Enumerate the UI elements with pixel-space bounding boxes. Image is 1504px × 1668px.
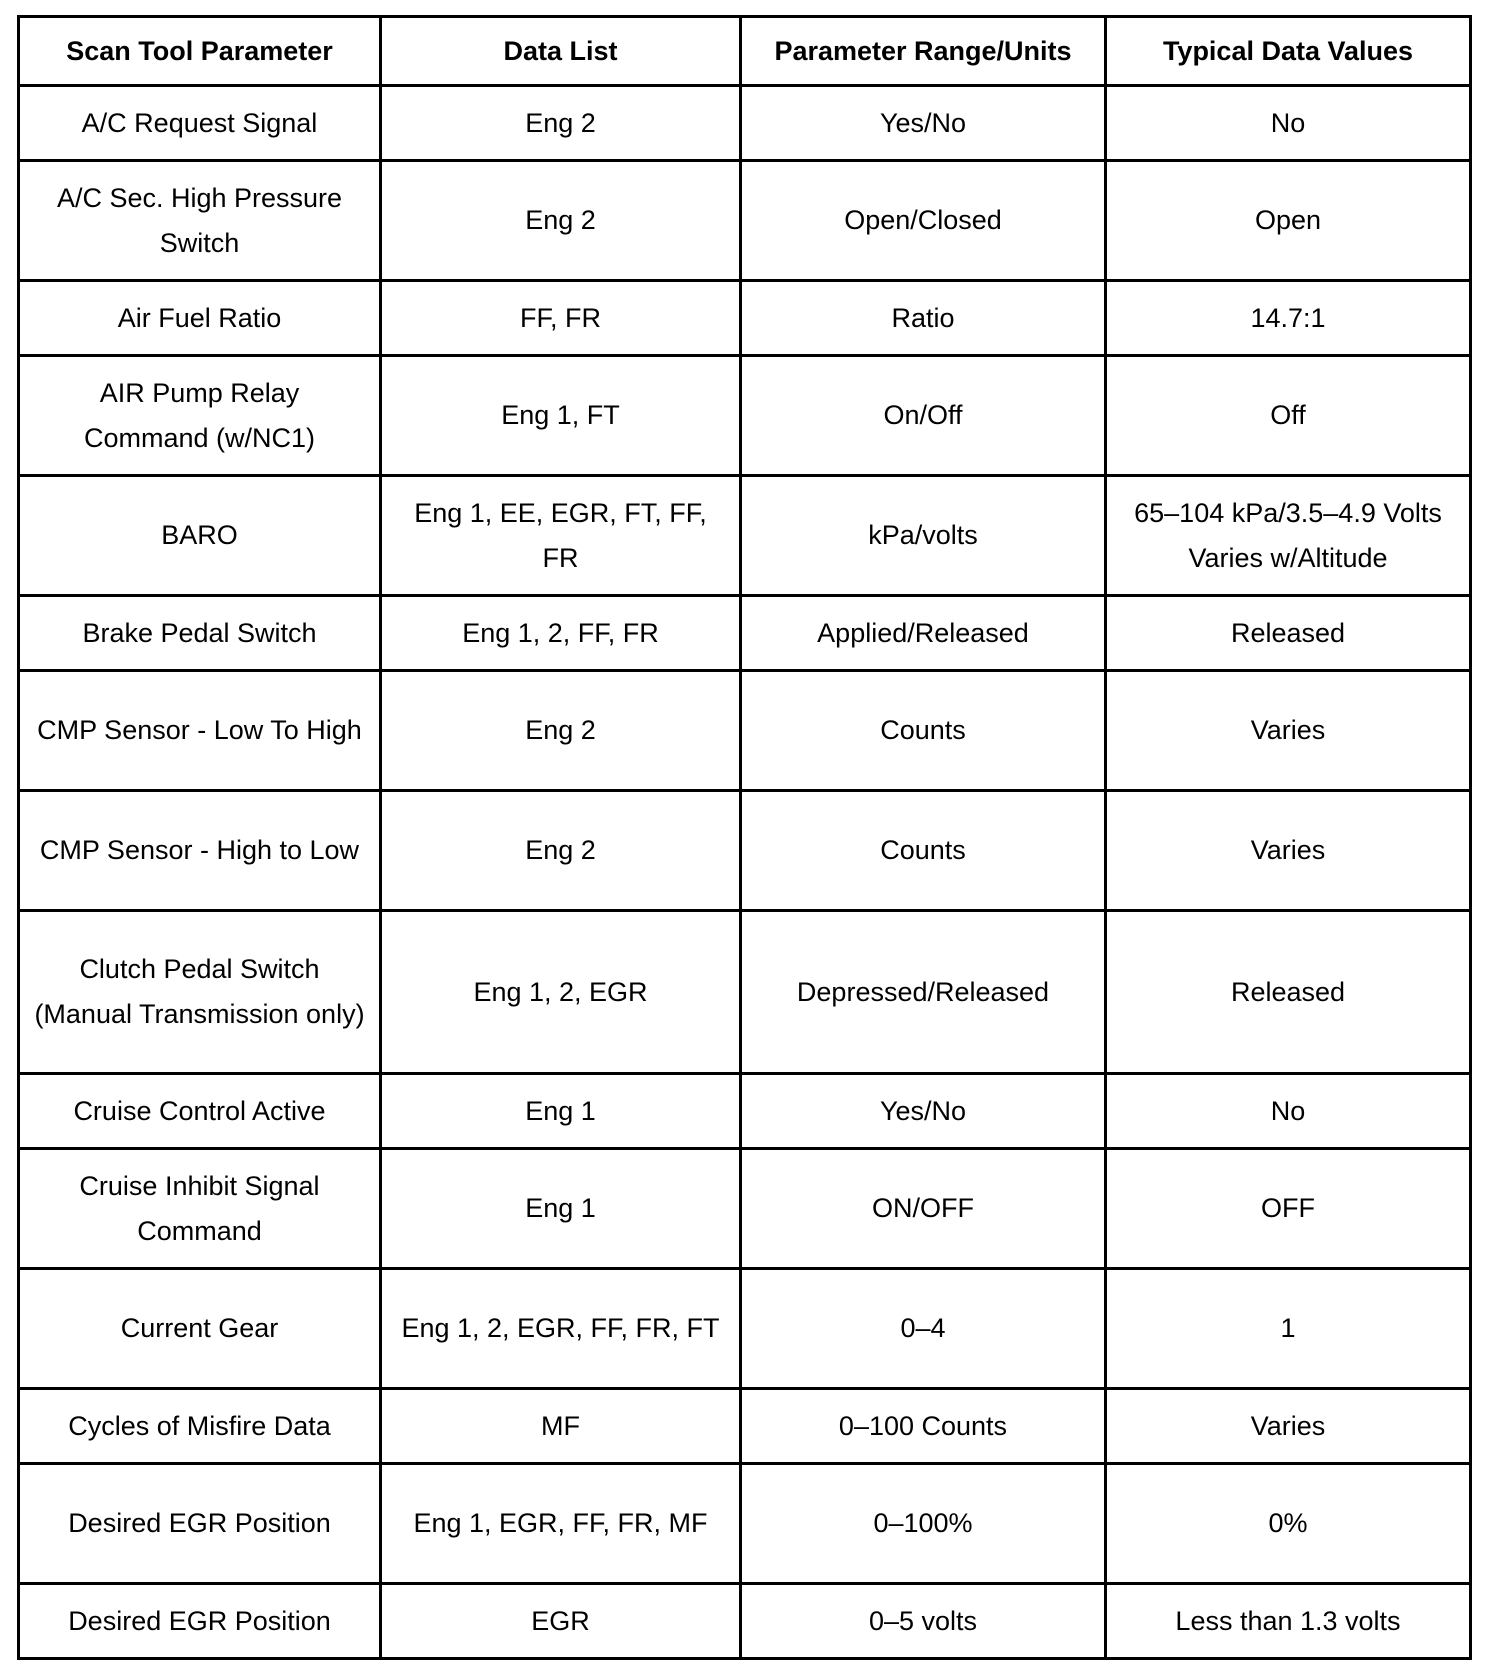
table-row xyxy=(19,356,1471,476)
cell-data-list: Eng 1, 2, EGR xyxy=(381,911,741,1074)
table-row xyxy=(19,1074,1471,1149)
cell-parameter-range: 0–4 xyxy=(741,1269,1106,1389)
cell-data-list: Eng 2 xyxy=(381,161,741,281)
cell-typical-value: Released xyxy=(1106,911,1471,1074)
cell-scan-tool-parameter: Cruise Control Active xyxy=(19,1074,381,1149)
cell-scan-tool-parameter: Cycles of Misfire Data xyxy=(19,1389,381,1464)
cell-data-list: Eng 1, 2, FF, FR xyxy=(381,596,741,671)
cell-scan-tool-parameter: Brake Pedal Switch xyxy=(19,596,381,671)
cell-data-list: Eng 1, FT xyxy=(381,356,741,476)
cell-scan-tool-parameter: CMP Sensor - High to Low xyxy=(19,791,381,911)
cell-parameter-range: ON/OFF xyxy=(741,1149,1106,1269)
cell-parameter-range: On/Off xyxy=(741,356,1106,476)
cell-typical-value: Off xyxy=(1106,356,1471,476)
cell-data-list: Eng 2 xyxy=(381,791,741,911)
cell-typical-value: OFF xyxy=(1106,1149,1471,1269)
table-row xyxy=(19,596,1471,671)
table-row xyxy=(19,1269,1471,1389)
cell-parameter-range: Depressed/Released xyxy=(741,911,1106,1074)
cell-data-list: EGR xyxy=(381,1584,741,1659)
cell-typical-value: Varies xyxy=(1106,671,1471,791)
cell-scan-tool-parameter: AIR Pump Relay Command (w/NC1) xyxy=(19,356,381,476)
cell-parameter-range: Counts xyxy=(741,671,1106,791)
cell-scan-tool-parameter: Current Gear xyxy=(19,1269,381,1389)
cell-parameter-range: Applied/Released xyxy=(741,596,1106,671)
table-row xyxy=(19,281,1471,356)
cell-parameter-range: 0–100% xyxy=(741,1464,1106,1584)
cell-data-list: Eng 1, EE, EGR, FT, FF, FR xyxy=(381,476,741,596)
cell-data-list: FF, FR xyxy=(381,281,741,356)
cell-scan-tool-parameter: CMP Sensor - Low To High xyxy=(19,671,381,791)
header-row xyxy=(19,17,1471,86)
cell-typical-value: Varies xyxy=(1106,791,1471,911)
cell-parameter-range: Counts xyxy=(741,791,1106,911)
cell-typical-value: 14.7:1 xyxy=(1106,281,1471,356)
cell-scan-tool-parameter: Desired EGR Position xyxy=(19,1584,381,1659)
cell-scan-tool-parameter: A/C Request Signal xyxy=(19,86,381,161)
cell-scan-tool-parameter: Cruise Inhibit Signal Command xyxy=(19,1149,381,1269)
scan-tool-data-table xyxy=(17,15,1472,1660)
cell-parameter-range: Ratio xyxy=(741,281,1106,356)
table-body xyxy=(19,86,1471,1659)
cell-parameter-range: 0–100 Counts xyxy=(741,1389,1106,1464)
cell-typical-value: 0% xyxy=(1106,1464,1471,1584)
table-row xyxy=(19,1149,1471,1269)
cell-scan-tool-parameter: BARO xyxy=(19,476,381,596)
table-row xyxy=(19,911,1471,1074)
cell-scan-tool-parameter: Desired EGR Position xyxy=(19,1464,381,1584)
cell-parameter-range: kPa/volts xyxy=(741,476,1106,596)
cell-typical-value: No xyxy=(1106,86,1471,161)
cell-data-list: Eng 2 xyxy=(381,86,741,161)
header-parameter-range-units: Parameter Range/Units xyxy=(741,17,1106,86)
cell-scan-tool-parameter: A/C Sec. High Pressure Switch xyxy=(19,161,381,281)
cell-data-list: Eng 2 xyxy=(381,671,741,791)
header-data-list: Data List xyxy=(381,17,741,86)
cell-typical-value: No xyxy=(1106,1074,1471,1149)
cell-scan-tool-parameter: Clutch Pedal Switch (Manual Transmission only) xyxy=(19,911,381,1074)
cell-typical-value: Varies xyxy=(1106,1389,1471,1464)
table-row xyxy=(19,791,1471,911)
table-row xyxy=(19,1584,1471,1659)
cell-scan-tool-parameter: Air Fuel Ratio xyxy=(19,281,381,356)
cell-data-list: Eng 1 xyxy=(381,1149,741,1269)
cell-data-list: Eng 1, 2, EGR, FF, FR, FT xyxy=(381,1269,741,1389)
table-row xyxy=(19,86,1471,161)
table-row xyxy=(19,1389,1471,1464)
cell-data-list: MF xyxy=(381,1389,741,1464)
cell-data-list: Eng 1, EGR, FF, FR, MF xyxy=(381,1464,741,1584)
cell-typical-value: Less than 1.3 volts xyxy=(1106,1584,1471,1659)
cell-parameter-range: Yes/No xyxy=(741,86,1106,161)
cell-typical-value: 65–104 kPa/3.5–4.9 Volts Varies w/Altitude xyxy=(1106,476,1471,596)
cell-data-list: Eng 1 xyxy=(381,1074,741,1149)
table-row xyxy=(19,671,1471,791)
table-row xyxy=(19,1464,1471,1584)
cell-parameter-range: 0–5 volts xyxy=(741,1584,1106,1659)
cell-typical-value: Open xyxy=(1106,161,1471,281)
cell-typical-value: 1 xyxy=(1106,1269,1471,1389)
cell-parameter-range: Open/Closed xyxy=(741,161,1106,281)
table-row xyxy=(19,161,1471,281)
header-typical-data-values: Typical Data Values xyxy=(1106,17,1471,86)
table-row xyxy=(19,476,1471,596)
cell-parameter-range: Yes/No xyxy=(741,1074,1106,1149)
header-scan-tool-parameter: Scan Tool Parameter xyxy=(19,17,381,86)
cell-typical-value: Released xyxy=(1106,596,1471,671)
